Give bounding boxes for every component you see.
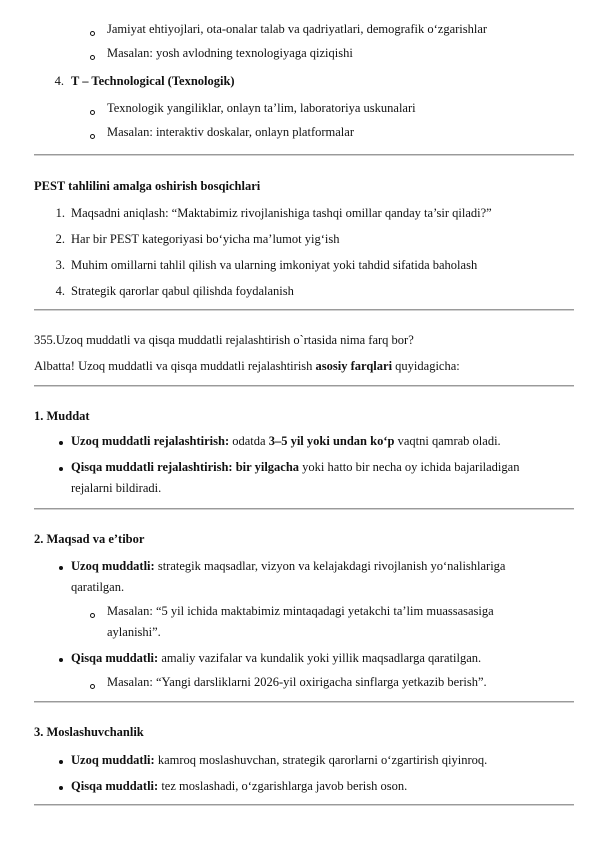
text: yoki hatto bir necha oy ichida bajariladigan: [299, 460, 520, 474]
list-item: Masalan: “5 yil ichida maktabimiz mintaqadagi yetakchi ta’lim muassasasiga: [107, 604, 494, 618]
list-item: [71, 650, 481, 668]
bullet-circle-icon: [90, 31, 95, 36]
bullet-circle-icon: [90, 684, 95, 689]
list-number: 4.: [54, 74, 64, 88]
horizontal-divider: [34, 701, 574, 703]
answer-prefix: Albatta! Uzoq muddatli va qisqa muddatli rejalashtirish: [34, 359, 316, 373]
bullet-dot-icon: [59, 658, 63, 662]
section-heading: 3. Moslashuvchanlik: [34, 725, 144, 739]
list-item: Maqsadni aniqlash: “Maktabimiz rivojlanishiga tashqi omillar qanday ta’sir qiladi?”: [71, 206, 492, 220]
list-number: 3.: [55, 258, 65, 272]
text: vaqtni qamrab oladi.: [394, 434, 501, 448]
term: Uzoq muddatli rejalashtirish:: [71, 434, 230, 448]
list-item: [71, 459, 519, 477]
list-item: Muhim omillarni tahlil qilish va ularning imkoniyat yoki tahdid sifatida baholash: [71, 258, 478, 272]
list-item: [71, 433, 501, 451]
term: Uzoq muddatli:: [71, 753, 155, 767]
list-item-continuation: aylanishi”.: [107, 625, 161, 639]
list-item-continuation: rejalarni bildiradi.: [71, 481, 162, 495]
question-text: 355.Uzoq muddatli va qisqa muddatli rejalashtirish o`rtasida nima farq bor?: [34, 333, 414, 347]
answer-suffix: quyidagicha:: [392, 359, 460, 373]
list-number: 4.: [55, 284, 65, 298]
bullet-dot-icon: [59, 441, 63, 445]
text: amaliy vazifalar va kundalik yoki yillik maqsadlarga qaratilgan.: [158, 651, 482, 665]
term: 3–5 yil yoki undan ko‘p: [268, 434, 395, 448]
horizontal-divider: [34, 508, 574, 510]
bullet-circle-icon: [90, 613, 95, 618]
horizontal-divider: [34, 154, 574, 156]
list-item: [71, 558, 505, 576]
list-item: Strategik qarorlar qabul qilishda foydalanish: [71, 284, 294, 298]
list-item-heading: T – Technological (Texnologik): [71, 74, 235, 88]
section-heading: 2. Maqsad va e’tibor: [34, 532, 145, 546]
list-item: Masalan: yosh avlodning texnologiyaga qiziqishi: [107, 46, 353, 60]
bullet-dot-icon: [59, 786, 63, 790]
bullet-dot-icon: [59, 760, 63, 764]
list-item: Jamiyat ehtiyojlari, ota-onalar talab va qadriyatlari, demografik o‘zgarishlar: [107, 22, 488, 36]
text: tez moslashadi, o‘zgarishlarga javob berish oson.: [158, 779, 408, 793]
list-item-continuation: qaratilgan.: [71, 580, 125, 594]
list-number: 1.: [55, 206, 65, 220]
term: Uzoq muddatli:: [71, 559, 155, 573]
answer-emphasis: asosiy farqlari: [315, 359, 393, 373]
list-item: Texnologik yangiliklar, onlayn ta’lim, laboratoriya uskunalari: [107, 101, 416, 115]
section-heading: 1. Muddat: [34, 409, 90, 423]
horizontal-divider: [34, 804, 574, 806]
bullet-dot-icon: [59, 566, 63, 570]
list-item: [71, 778, 407, 796]
bullet-circle-icon: [90, 55, 95, 60]
answer-intro: [34, 358, 460, 376]
section-heading: PEST tahlilini amalga oshirish bosqichlari: [34, 179, 261, 193]
text: kamroq moslashuvchan, strategik qarorlarni o‘zgartirish qiyinroq.: [154, 753, 488, 767]
text: odatda: [229, 434, 269, 448]
term: Qisqa muddatli:: [71, 651, 159, 665]
bullet-circle-icon: [90, 134, 95, 139]
list-item: Masalan: interaktiv doskalar, onlayn platformalar: [107, 125, 354, 139]
list-item: Masalan: “Yangi darsliklarni 2026-yil oxirigacha sinflarga yetkazib berish”.: [107, 675, 487, 689]
list-item: [71, 752, 487, 770]
bullet-circle-icon: [90, 110, 95, 115]
horizontal-divider: [34, 385, 574, 387]
list-number: 2.: [55, 232, 65, 246]
bullet-dot-icon: [59, 467, 63, 471]
term: Qisqa muddatli rejalashtirish: bir yilgacha: [71, 460, 300, 474]
horizontal-divider: [34, 309, 574, 311]
list-item: Har bir PEST kategoriyasi bo‘yicha ma’lumot yig‘ish: [71, 232, 340, 246]
term: Qisqa muddatli:: [71, 779, 159, 793]
text: strategik maqsadlar, vizyon va kelajakdagi rivojlanish yo‘nalishlariga: [154, 559, 506, 573]
